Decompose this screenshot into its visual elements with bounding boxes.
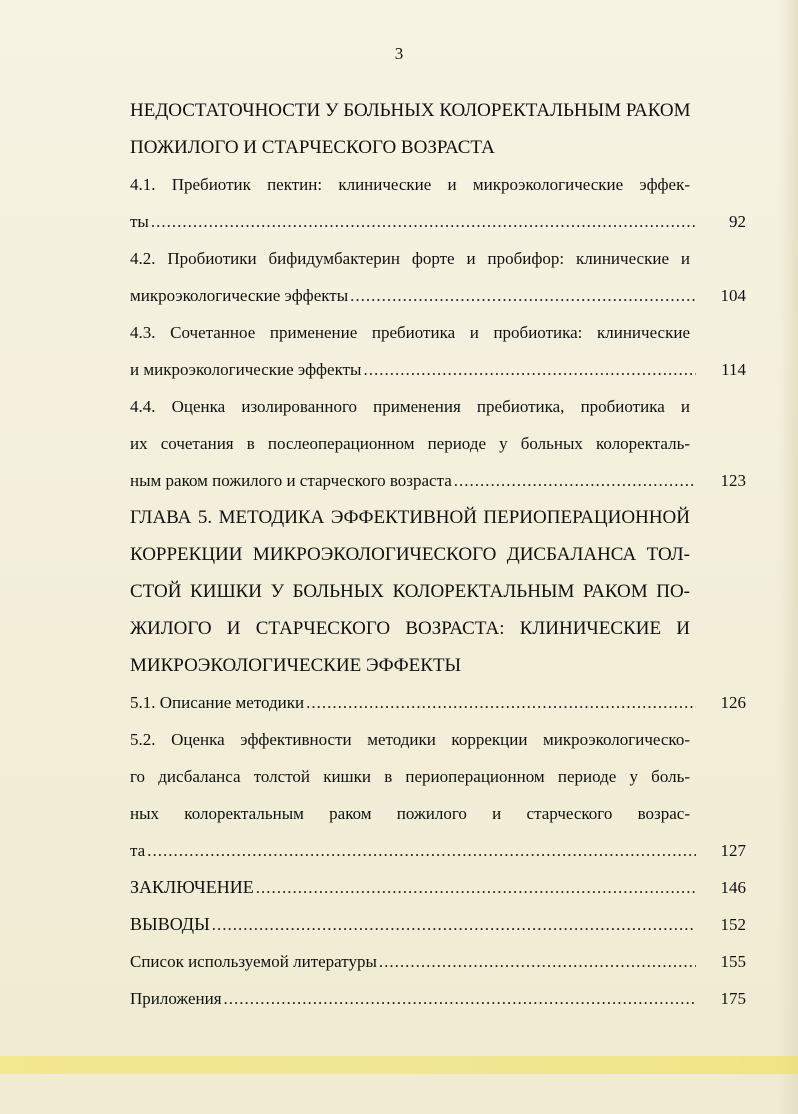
toc-leader-row [130, 832, 746, 869]
toc-page-number: 114 [721, 360, 746, 379]
toc-leader-row [130, 906, 746, 943]
heading-line: КОРРЕКЦИИ МИКРОЭКОЛОГИЧЕСКОГО ДИСБАЛАНСА ТОЛ- [130, 544, 690, 565]
toc-page-number: 126 [720, 693, 746, 712]
toc-page-number: 175 [720, 989, 746, 1008]
scan-highlight-stripe [0, 1056, 798, 1074]
toc-leader-row [130, 980, 746, 1017]
toc-entry-5-2 [130, 721, 746, 869]
table-of-contents [130, 92, 746, 1017]
toc-entry-5-1 [130, 684, 746, 721]
toc-entry-line: го дисбаланса толстой кишки в периоперационном периоде у боль- [130, 767, 690, 786]
dot-leader [350, 277, 696, 314]
toc-page-number: 104 [720, 286, 746, 305]
toc-entry-line: 4.3. Сочетанное применение пребиотика и пробиотика: клинические [130, 323, 690, 342]
toc-entry-text: ВЫВОДЫ [130, 914, 210, 934]
toc-entry-line: ных колоректальным раком пожилого и старческого возрас- [130, 804, 690, 823]
toc-leader-row [130, 203, 746, 240]
toc-entry-text: микроэкологические эффекты [130, 286, 349, 305]
toc-entry-line: 4.4. Оценка изолированного применения пребиотика, пробиотика и [130, 397, 690, 416]
toc-page-number: 155 [720, 952, 746, 971]
toc-page-number: 92 [729, 212, 746, 231]
toc-entry-conclusion [130, 869, 746, 906]
toc-page-number: 123 [720, 471, 746, 490]
toc-entry-references [130, 943, 746, 980]
dot-leader [363, 351, 696, 388]
toc-leader-row [130, 462, 746, 499]
toc-entry-line: 4.2. Пробиотики бифидумбактерин форте и пробифор: клинические и [130, 249, 690, 268]
toc-entry-text: и микроэкологические эффекты [130, 360, 362, 379]
toc-chapter-5-heading [130, 499, 746, 684]
page-edge-shadow [778, 0, 798, 1114]
toc-leader-row [130, 277, 746, 314]
toc-entry-4-3 [130, 314, 746, 388]
toc-page-number: 146 [720, 878, 746, 897]
toc-heading-continued [130, 92, 746, 166]
toc-entry-4-2 [130, 240, 746, 314]
heading-line: ПОЖИЛОГО И СТАРЧЕСКОГО ВОЗРАСТА [130, 137, 495, 158]
dot-leader [224, 980, 696, 1017]
dot-leader [147, 832, 696, 869]
toc-leader-row [130, 943, 746, 980]
toc-entry-text: 5.1. Описание методики [130, 693, 305, 712]
toc-leader-row [130, 684, 746, 721]
dot-leader [306, 684, 696, 721]
toc-entry-line: 5.2. Оценка эффективности методики коррекции микроэкологическо- [130, 730, 690, 749]
dot-leader [151, 203, 696, 240]
heading-line: ЖИЛОГО И СТАРЧЕСКОГО ВОЗРАСТА: КЛИНИЧЕСКИЕ И [130, 618, 690, 639]
dot-leader [212, 906, 696, 943]
toc-entry-text: та [130, 841, 146, 860]
heading-line: НЕДОСТАТОЧНОСТИ У БОЛЬНЫХ КОЛОРЕКТАЛЬНЫМ РАКОМ [130, 100, 691, 121]
toc-entry-text: Список используемой литературы [130, 952, 377, 971]
toc-entry-4-4 [130, 388, 746, 499]
toc-leader-row [130, 869, 746, 906]
dot-leader [454, 462, 696, 499]
toc-page-number: 152 [720, 915, 746, 934]
toc-leader-row [130, 351, 746, 388]
heading-line: СТОЙ КИШКИ У БОЛЬНЫХ КОЛОРЕКТАЛЬНЫМ РАКОМ ПО- [130, 581, 690, 602]
heading-line: МИКРОЭКОЛОГИЧЕСКИЕ ЭФФЕКТЫ [130, 655, 462, 676]
toc-page-number: 127 [720, 841, 746, 860]
toc-entry-text: Приложения [130, 989, 222, 1008]
toc-entry-conclusions-list [130, 906, 746, 943]
dot-leader [379, 943, 696, 980]
heading-line: ГЛАВА 5. МЕТОДИКА ЭФФЕКТИВНОЙ ПЕРИОПЕРАЦИОННОЙ [130, 507, 690, 528]
toc-entry-line: 4.1. Пребиотик пектин: клинические и микроэкологические эффек- [130, 175, 690, 194]
page-number: 3 [394, 44, 404, 63]
toc-entry-text: ным раком пожилого и старческого возраста [130, 471, 452, 490]
toc-entry-text: ты [130, 212, 149, 231]
toc-entry-appendices [130, 980, 746, 1017]
toc-entry-4-1 [130, 166, 746, 240]
toc-entry-text: ЗАКЛЮЧЕНИЕ [130, 877, 254, 897]
toc-entry-line: их сочетания в послеоперационном периоде у больных колоректаль- [130, 434, 690, 453]
dot-leader [256, 869, 696, 906]
